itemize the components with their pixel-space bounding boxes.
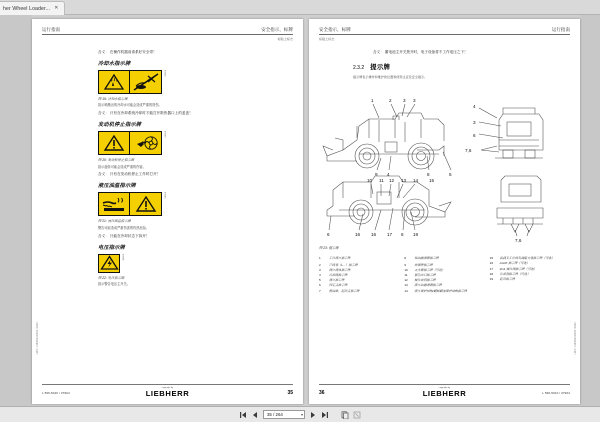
svg-text:7,6: 7,6 xyxy=(465,147,472,153)
svg-text:6: 6 xyxy=(327,231,330,237)
decal-figure-coolant xyxy=(98,70,293,94)
warning-triangle-decal xyxy=(130,192,162,216)
legend-item xyxy=(404,263,484,268)
hot-surface-hand-icon xyxy=(100,194,128,214)
legend-item xyxy=(490,261,570,266)
legend-item xyxy=(319,283,399,288)
svg-text:13: 13 xyxy=(401,177,407,183)
legend-number: 18 xyxy=(489,271,494,276)
legend-number: 7 xyxy=(319,288,321,293)
legend-text: 紧急出口指示牌 xyxy=(414,273,436,278)
svg-text:19: 19 xyxy=(413,231,419,237)
svg-text:3: 3 xyxy=(403,97,406,103)
legend-number: 8 xyxy=(404,256,407,261)
legend-number: 11 xyxy=(404,273,408,278)
page-number-field[interactable] xyxy=(263,410,305,419)
electric-shock-decal xyxy=(98,254,120,273)
svg-text:6: 6 xyxy=(401,231,404,237)
svg-text:2: 2 xyxy=(389,97,392,103)
running-head-left-text: 运行指南 xyxy=(42,27,61,32)
decal-body-text: 指示警告电压主开关。 xyxy=(98,282,130,287)
decal-figure-engine-stop xyxy=(98,131,293,155)
no-open-cap-decal xyxy=(130,70,162,94)
section-number: 2.3.2 xyxy=(353,64,365,71)
svg-text:9: 9 xyxy=(375,171,378,177)
figure-caption: 图 20: 发动机停止指示牌 xyxy=(98,158,135,163)
general-warning-icon xyxy=(103,134,125,152)
page-left[interactable] xyxy=(32,19,303,404)
decal-legend xyxy=(319,256,570,293)
figure-caption: 图 19: 冷却水指示牌 xyxy=(98,96,128,101)
legend-text: LGAT 指示牌（可选） xyxy=(499,261,530,266)
running-head-right-page xyxy=(319,27,570,35)
svg-text:17: 17 xyxy=(387,231,393,237)
close-icon[interactable]: ✕ xyxy=(54,5,59,11)
decal-body-text: 警告可能造成严重伤害的灼热危险。 xyxy=(98,225,149,230)
legend-text: 液压保护结构/翻转翻滚保护结构指示牌 xyxy=(414,288,467,293)
svg-text:3: 3 xyxy=(473,119,476,125)
legend-item xyxy=(404,268,484,273)
browser-tab[interactable] xyxy=(0,1,65,15)
legend-number: 2 xyxy=(319,263,321,268)
legend-text: 灭火器指示牌（可选） xyxy=(414,268,445,273)
svg-text:3: 3 xyxy=(413,97,416,103)
legend-number: 4 xyxy=(319,273,321,278)
legend-text: 声级表（L...）指示牌 xyxy=(329,263,358,268)
general-warning-icon xyxy=(135,195,157,213)
legend-item xyxy=(319,289,399,294)
legend-text: 液压液体指示牌 xyxy=(329,268,351,273)
legend-text: 冷却液指示牌 xyxy=(329,273,348,278)
figure-caption: 图 22: 电压指示牌 xyxy=(98,275,125,280)
browser-tab-strip xyxy=(0,0,600,15)
decal-heading: 液压油温指示牌 xyxy=(98,183,136,190)
legend-item xyxy=(490,277,570,282)
legend-text: 起吊指示牌 xyxy=(499,276,515,281)
svg-text:12: 12 xyxy=(389,177,395,183)
page-side-code: LWN 10506220054.0302 xyxy=(36,321,39,354)
svg-text:15: 15 xyxy=(429,177,435,183)
decal-block-voltage xyxy=(98,244,293,287)
content-column-right xyxy=(353,47,570,73)
decal-block-coolant xyxy=(98,60,293,116)
warning-triangle-decal xyxy=(98,70,130,94)
machine-diagram xyxy=(319,84,570,244)
decal-heading: 发动机停止指示牌 xyxy=(98,122,142,129)
footer-brand-copyright: copyright by xyxy=(161,387,174,389)
legend-number: 17 xyxy=(489,266,494,271)
svg-text:8: 8 xyxy=(427,171,430,177)
legend-item xyxy=(404,289,484,294)
decal-heading: 冷却水指示牌 xyxy=(98,60,131,67)
legend-number: 10 xyxy=(404,268,408,273)
legend-item xyxy=(404,273,484,278)
svg-text:11: 11 xyxy=(379,177,384,183)
liebherr-logo: LIEBHERR xyxy=(422,389,467,398)
legend-item xyxy=(490,267,570,272)
legend-number: 15 xyxy=(489,256,494,261)
decal-body-text: 指示喷溅出的冷却水可能会造成严重的烫伤。 xyxy=(98,103,162,108)
running-head-left xyxy=(42,27,293,35)
legend-item xyxy=(404,256,484,261)
svg-text:1: 1 xyxy=(371,97,374,103)
meaning-line-intro: 含义： 在操作机器前请系好安全带！ xyxy=(98,49,157,54)
decal-figure-voltage xyxy=(98,254,293,273)
legend-item xyxy=(319,263,399,268)
legend-text: 液压油滤清器指示牌 xyxy=(414,283,442,288)
browser-tab-title: her Wheel Loader... xyxy=(3,5,51,12)
legend-item xyxy=(490,256,570,261)
legend-item xyxy=(319,273,399,278)
svg-text:4: 4 xyxy=(387,171,390,177)
viewport-left-gutter xyxy=(0,15,32,406)
footer-document-code: L 566-5010 / 37904 xyxy=(542,390,570,395)
legend-number: 13 xyxy=(404,283,408,288)
legend-text: 燃油箱、起吊点指示牌 xyxy=(329,288,360,293)
svg-text:16: 16 xyxy=(355,231,361,237)
legend-item xyxy=(319,256,399,261)
single-page-view-icon[interactable] xyxy=(340,410,349,419)
meaning-line-intro: 含义： 蓄电池主开关拨开时，电子设备将不工作电压之下！ xyxy=(373,49,468,54)
decal-figure-hydraulic-temp xyxy=(98,192,293,216)
footer-brand-copyright: copyright by xyxy=(438,387,451,389)
meaning-line: 含义： 只能在冷却状态下拆开！ xyxy=(98,233,150,238)
viewer-toolbar xyxy=(0,406,600,422)
meaning-line: 含义： 只有在冷却系统冷却时才能打开散热器口上的盖盖！ xyxy=(98,111,193,116)
rotating-fan-hazard-icon xyxy=(132,133,160,153)
previous-page-icon[interactable] xyxy=(251,410,260,419)
legend-text: 冷却剂指示牌（可选） xyxy=(499,271,531,276)
section-title: 提示牌 xyxy=(370,63,391,71)
legend-text: 操作说明指示牌 xyxy=(414,278,436,283)
legend-text: 质保牌指示牌 xyxy=(414,263,433,268)
legend-column-3 xyxy=(490,256,570,293)
legend-item xyxy=(319,268,399,273)
legend-text: 固定点指示牌 xyxy=(329,283,348,288)
page-right[interactable] xyxy=(309,19,580,404)
running-head-subtitle: 标贴上标志 xyxy=(277,36,293,41)
svg-text:10: 10 xyxy=(367,177,373,183)
legend-number: 5 xyxy=(319,278,321,283)
footer-brand xyxy=(102,387,233,398)
legend-text: 柴油滤清器指示牌 xyxy=(414,256,439,261)
hot-coolant-warning-icon xyxy=(103,73,125,91)
svg-text:5: 5 xyxy=(449,171,452,177)
legend-text: 工作液压指示牌 xyxy=(329,256,351,261)
legend-text: 液压指示牌 xyxy=(329,278,345,283)
do-not-open-radiator-cap-icon xyxy=(132,72,160,92)
decal-block-engine-stop xyxy=(98,121,293,177)
decal-heading: 电压指示牌 xyxy=(98,244,125,251)
svg-text:14: 14 xyxy=(413,177,419,183)
wheel-loader-decal-location-diagram xyxy=(319,84,567,244)
legend-text: 2in1 操作阀指示牌（可选） xyxy=(499,266,537,271)
liebherr-logo: LIEBHERR xyxy=(145,389,190,398)
running-head-right-text: 安全指示，标牌 xyxy=(261,27,293,32)
legend-text: 装载叉工作的负载能力表指示牌（可选） xyxy=(499,256,555,261)
legend-column-2 xyxy=(404,256,484,293)
viewport-right-gutter xyxy=(580,15,600,406)
meaning-line: 含义： 只有在发动机停止工作时打开！ xyxy=(98,172,161,177)
hot-surface-hand-decal xyxy=(98,192,130,216)
content-column-left xyxy=(98,47,293,289)
legend-number: 19 xyxy=(489,276,494,281)
legend-number: 3 xyxy=(319,268,321,273)
legend-number: 16 xyxy=(489,261,494,266)
chevron-down-icon[interactable]: ▾ xyxy=(300,412,303,417)
decal-part-number: 93065 xyxy=(121,253,124,261)
footer-document-code: L 566-5010 / 37904 xyxy=(42,390,70,395)
section-intro-text: 提示牌表示操作和维护的位置和使用注意及安全提示。 xyxy=(353,74,428,79)
legend-number: 6 xyxy=(319,283,321,288)
svg-text:16: 16 xyxy=(371,231,377,237)
legend-number: 14 xyxy=(404,288,408,293)
warning-triangle-decal xyxy=(98,131,130,155)
footer-brand xyxy=(379,387,510,398)
decal-part-number: 93062 xyxy=(163,69,166,77)
svg-text:7,6: 7,6 xyxy=(515,237,522,243)
electric-shock-warning-icon xyxy=(100,255,119,271)
document-viewport[interactable] xyxy=(0,15,600,406)
decal-body-text: 指示旋转可能会造成严重的伤害。 xyxy=(98,164,146,169)
page-number-input[interactable] xyxy=(267,412,299,417)
legend-item xyxy=(404,278,484,283)
last-page-icon[interactable] xyxy=(320,410,329,419)
legend-item xyxy=(319,278,399,283)
next-page-icon[interactable] xyxy=(308,410,317,419)
legend-item xyxy=(490,272,570,277)
section-heading xyxy=(353,62,570,71)
running-head-right-text: 运行指南 xyxy=(551,27,570,32)
figure-caption: 图 23: 提示牌 xyxy=(319,245,339,250)
decal-part-number: 93064 xyxy=(163,192,166,199)
legend-number: 12 xyxy=(404,278,408,283)
rotating-fan-hand-decal xyxy=(130,131,162,155)
legend-number: 1 xyxy=(319,256,321,261)
figure-caption: 图 21: 液压油温指示牌 xyxy=(98,219,131,224)
legend-column-1 xyxy=(319,256,399,293)
footer-page-number: 35 xyxy=(287,389,293,396)
footer-page-number: 36 xyxy=(319,389,325,396)
page-side-code: LWN 10506220054.0302 xyxy=(574,321,577,354)
decal-block-hydraulic-temp xyxy=(98,182,293,238)
svg-text:4: 4 xyxy=(473,103,476,109)
page-spread xyxy=(32,15,580,406)
running-head-left-text: 安全指示，标牌 xyxy=(319,27,351,32)
legend-number: 9 xyxy=(404,263,407,268)
fit-page-icon[interactable] xyxy=(352,410,361,419)
svg-text:6: 6 xyxy=(473,132,476,138)
running-head-subtitle: 标贴上标志 xyxy=(319,36,335,41)
page-footer-left xyxy=(42,384,293,398)
first-page-icon[interactable] xyxy=(239,410,248,419)
decal-part-number: 93063 xyxy=(163,131,166,138)
page-footer-right xyxy=(319,384,570,398)
legend-item xyxy=(404,283,484,288)
